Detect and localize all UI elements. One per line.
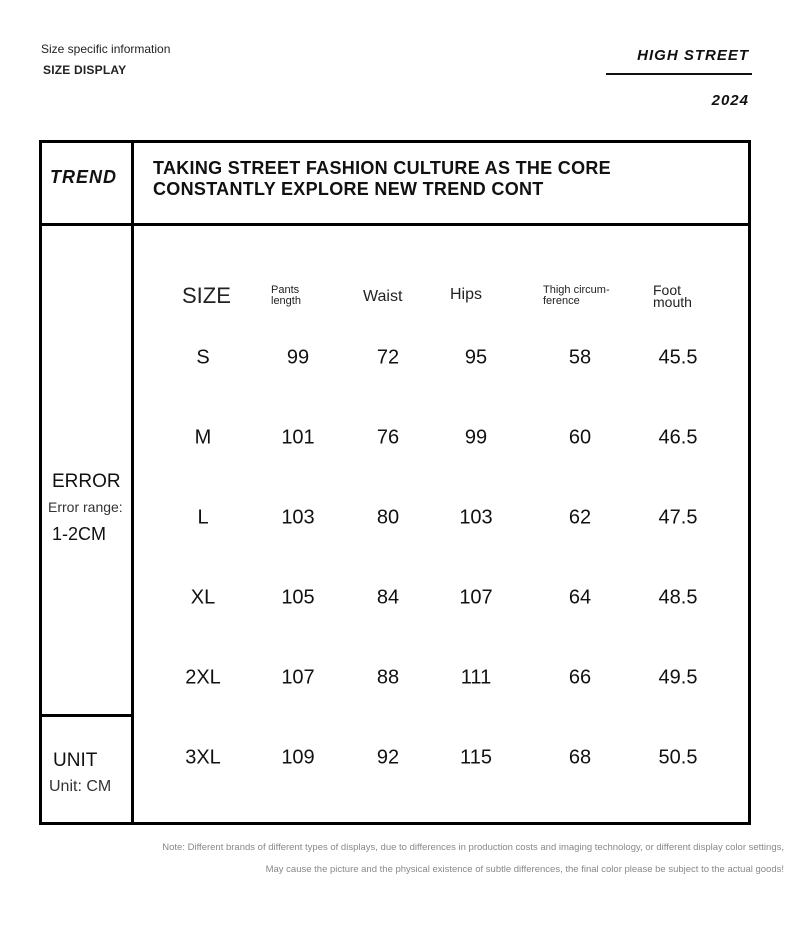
unit-value: Unit: CM [49, 778, 112, 795]
cell-thigh: 62 [568, 506, 592, 529]
header-pants-length-line1: Pants [271, 284, 300, 296]
cell-pants-length: 105 [281, 586, 315, 609]
cell-hips: 111 [460, 666, 492, 689]
cell-size: 2XL [185, 666, 221, 689]
note-line-2: May cause the picture and the physical existence of subtle differences, the final color please be subject to the actual goods! [265, 864, 784, 875]
trend-slogan [153, 158, 611, 200]
brand-year: 2024 [711, 92, 749, 109]
cell-pants-length: 103 [281, 506, 315, 529]
header-title: SIZE DISPLAY [43, 63, 127, 77]
header-thigh-line2: ference [543, 295, 580, 307]
slogan-line-1: TAKING STREET FASHION CULTURE AS THE CORE [153, 158, 611, 178]
error-title: ERROR [52, 471, 121, 492]
header-foot-line1: Foot [653, 282, 682, 298]
banner-divider [39, 223, 751, 226]
cell-foot-mouth: 50.5 [658, 746, 698, 769]
cell-size: XL [190, 586, 216, 609]
cell-foot-mouth: 47.5 [658, 506, 698, 529]
cell-hips: 95 [464, 346, 488, 369]
cell-size: S [196, 346, 210, 369]
header-size: SIZE [182, 283, 231, 308]
cell-hips: 115 [460, 746, 492, 769]
cell-size: 3XL [185, 746, 221, 769]
cell-hips: 99 [464, 426, 488, 449]
cell-foot-mouth: 49.5 [658, 666, 698, 689]
unit-divider [39, 714, 134, 717]
cell-size: L [197, 506, 209, 529]
header-pants-length-line2: length [271, 295, 301, 307]
cell-foot-mouth: 48.5 [658, 586, 698, 609]
unit-title: UNIT [53, 750, 98, 771]
header-hips: Hips [450, 286, 483, 303]
brand-title: HIGH STREET [637, 47, 749, 64]
cell-thigh: 58 [568, 346, 592, 369]
header-foot-line2: mouth [653, 294, 692, 310]
header-foot-mouth [653, 284, 692, 308]
cell-thigh: 60 [568, 426, 592, 449]
column-divider [131, 140, 134, 825]
header-thigh-line1: Thigh circum- [543, 284, 610, 296]
cell-waist: 88 [376, 666, 400, 689]
cell-thigh: 68 [568, 746, 592, 769]
cell-hips: 103 [459, 506, 493, 529]
header-subtitle: Size specific information [41, 42, 171, 56]
cell-pants-length: 101 [281, 426, 315, 449]
cell-pants-length: 107 [281, 666, 315, 689]
error-range-label: Error range: [48, 499, 123, 515]
cell-waist: 80 [376, 506, 400, 529]
cell-waist: 72 [376, 346, 400, 369]
error-range-value: 1-2CM [52, 524, 107, 544]
cell-thigh: 64 [568, 586, 592, 609]
size-table-frame [39, 140, 751, 825]
note-line-1: Note: Different brands of different types of displays, due to differences in production costs and imaging technology, or different display color settings, [162, 842, 784, 853]
header-waist: Waist [363, 288, 403, 305]
brand-divider [606, 73, 752, 75]
cell-hips: 107 [459, 586, 493, 609]
cell-pants-length: 99 [286, 346, 310, 369]
cell-size: M [194, 426, 212, 449]
cell-foot-mouth: 45.5 [658, 346, 698, 369]
cell-waist: 76 [376, 426, 400, 449]
header-pants-length [271, 285, 301, 307]
cell-waist: 92 [376, 746, 400, 769]
cell-waist: 84 [376, 586, 400, 609]
trend-label: TREND [50, 167, 117, 187]
slogan-line-2: CONSTANTLY EXPLORE NEW TREND CONT [153, 179, 544, 199]
cell-foot-mouth: 46.5 [658, 426, 698, 449]
cell-thigh: 66 [568, 666, 592, 689]
header-thigh [543, 285, 610, 307]
cell-pants-length: 109 [281, 746, 315, 769]
